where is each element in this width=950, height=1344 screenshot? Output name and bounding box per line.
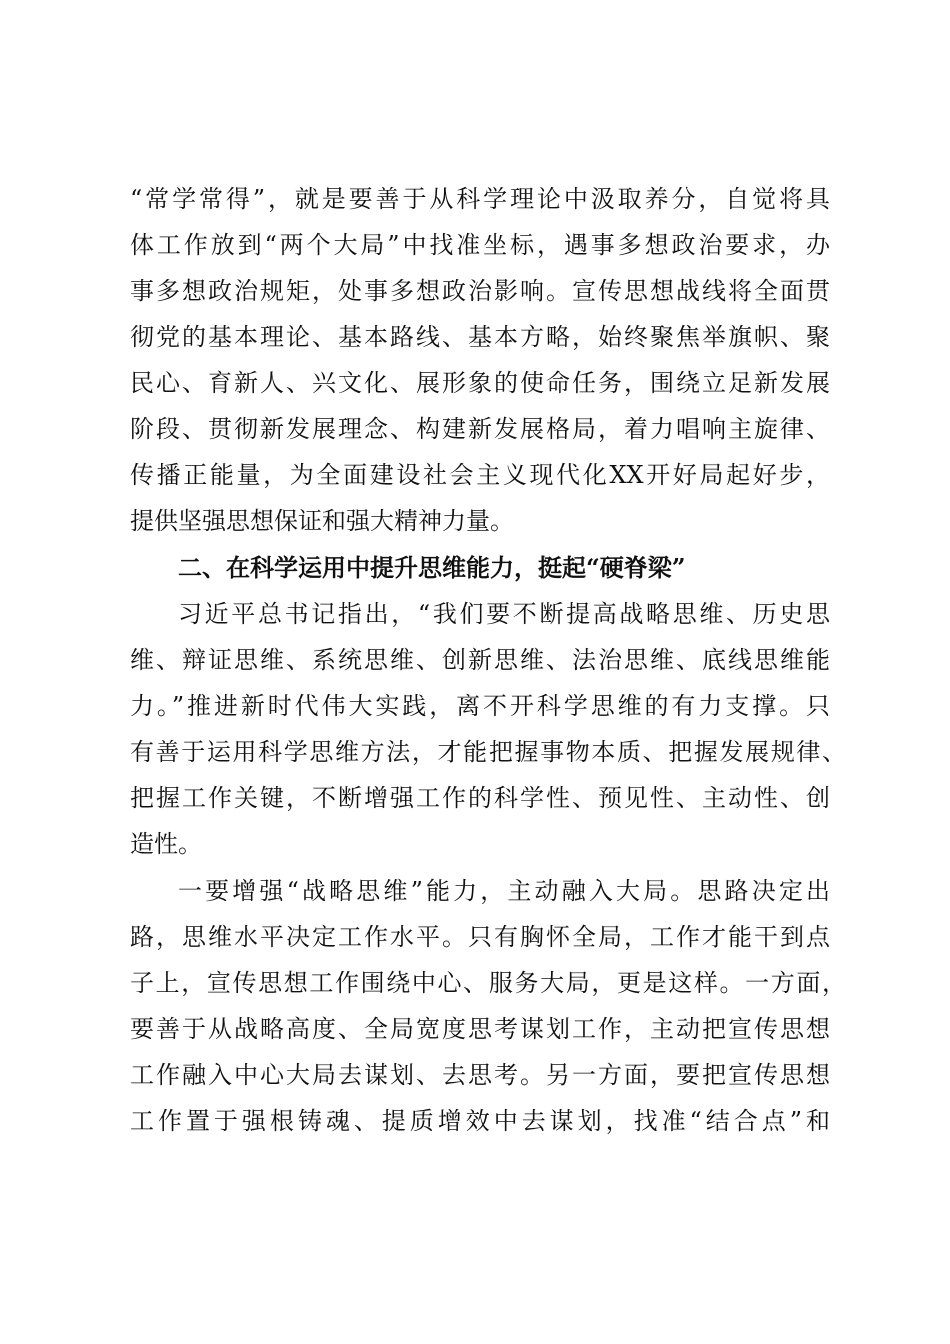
body-text-line: 阶段、贯彻新发展理念、构建新发展格局，着力唱响主旋律、	[130, 415, 830, 443]
body-text-line: 民心、育新人、兴文化、展形象的使命任务，围绕立足新发展	[130, 369, 830, 397]
section-heading: 二、在科学运用中提升思维能力，挺起“硬脊梁”	[178, 553, 686, 582]
body-text-line: 把握工作关键，不断增强工作的科学性、预见性、主动性、创	[130, 784, 830, 812]
body-text-line: 体工作放到“两个大局”中找准坐标，遇事多想政治要求，办	[130, 231, 830, 259]
body-text-line: 提供坚强思想保证和强大精神力量。	[130, 507, 514, 535]
body-text-line: 彻党的基本理论、基本路线、基本方略，始终聚焦举旗帜、聚	[130, 323, 830, 351]
body-text-line: 子上，宣传思想工作围绕中心、服务大局，更是这样。一方面，	[130, 969, 846, 997]
body-text-line: 工作融入中心大局去谋划、去思考。另一方面，要把宣传思想	[130, 1061, 830, 1089]
body-text-line: 力。”推进新时代伟大实践，离不开科学思维的有力支撑。只	[130, 692, 830, 720]
body-text-line: 有善于运用科学思维方法，才能把握事物本质、把握发展规律、	[130, 738, 846, 766]
body-text-line: 一要增强“战略思维”能力，主动融入大局。思路决定出	[178, 877, 830, 905]
body-text-line: 维、辩证思维、系统思维、创新思维、法治思维、底线思维能	[130, 646, 830, 674]
body-text-line: 工作置于强根铸魂、提质增效中去谋划，找准“结合点”和	[130, 1107, 830, 1135]
body-text-line: 路，思维水平决定工作水平。只有胸怀全局，工作才能干到点	[130, 923, 830, 951]
body-text-line: 要善于从战略高度、全局宽度思考谋划工作，主动把宣传思想	[130, 1015, 830, 1043]
body-text-line: 事多想政治规矩，处事多想政治影响。宣传思想战线将全面贯	[130, 277, 830, 305]
body-text-line: “常学常得”，就是要善于从科学理论中汲取养分，自觉将具	[130, 185, 830, 213]
body-text-line: 习近平总书记指出，“我们要不断提高战略思维、历史思	[178, 600, 830, 628]
body-text-line: 传播正能量，为全面建设社会主义现代化XX开好局起好步，	[130, 461, 830, 489]
body-text-line: 造性。	[130, 830, 202, 858]
